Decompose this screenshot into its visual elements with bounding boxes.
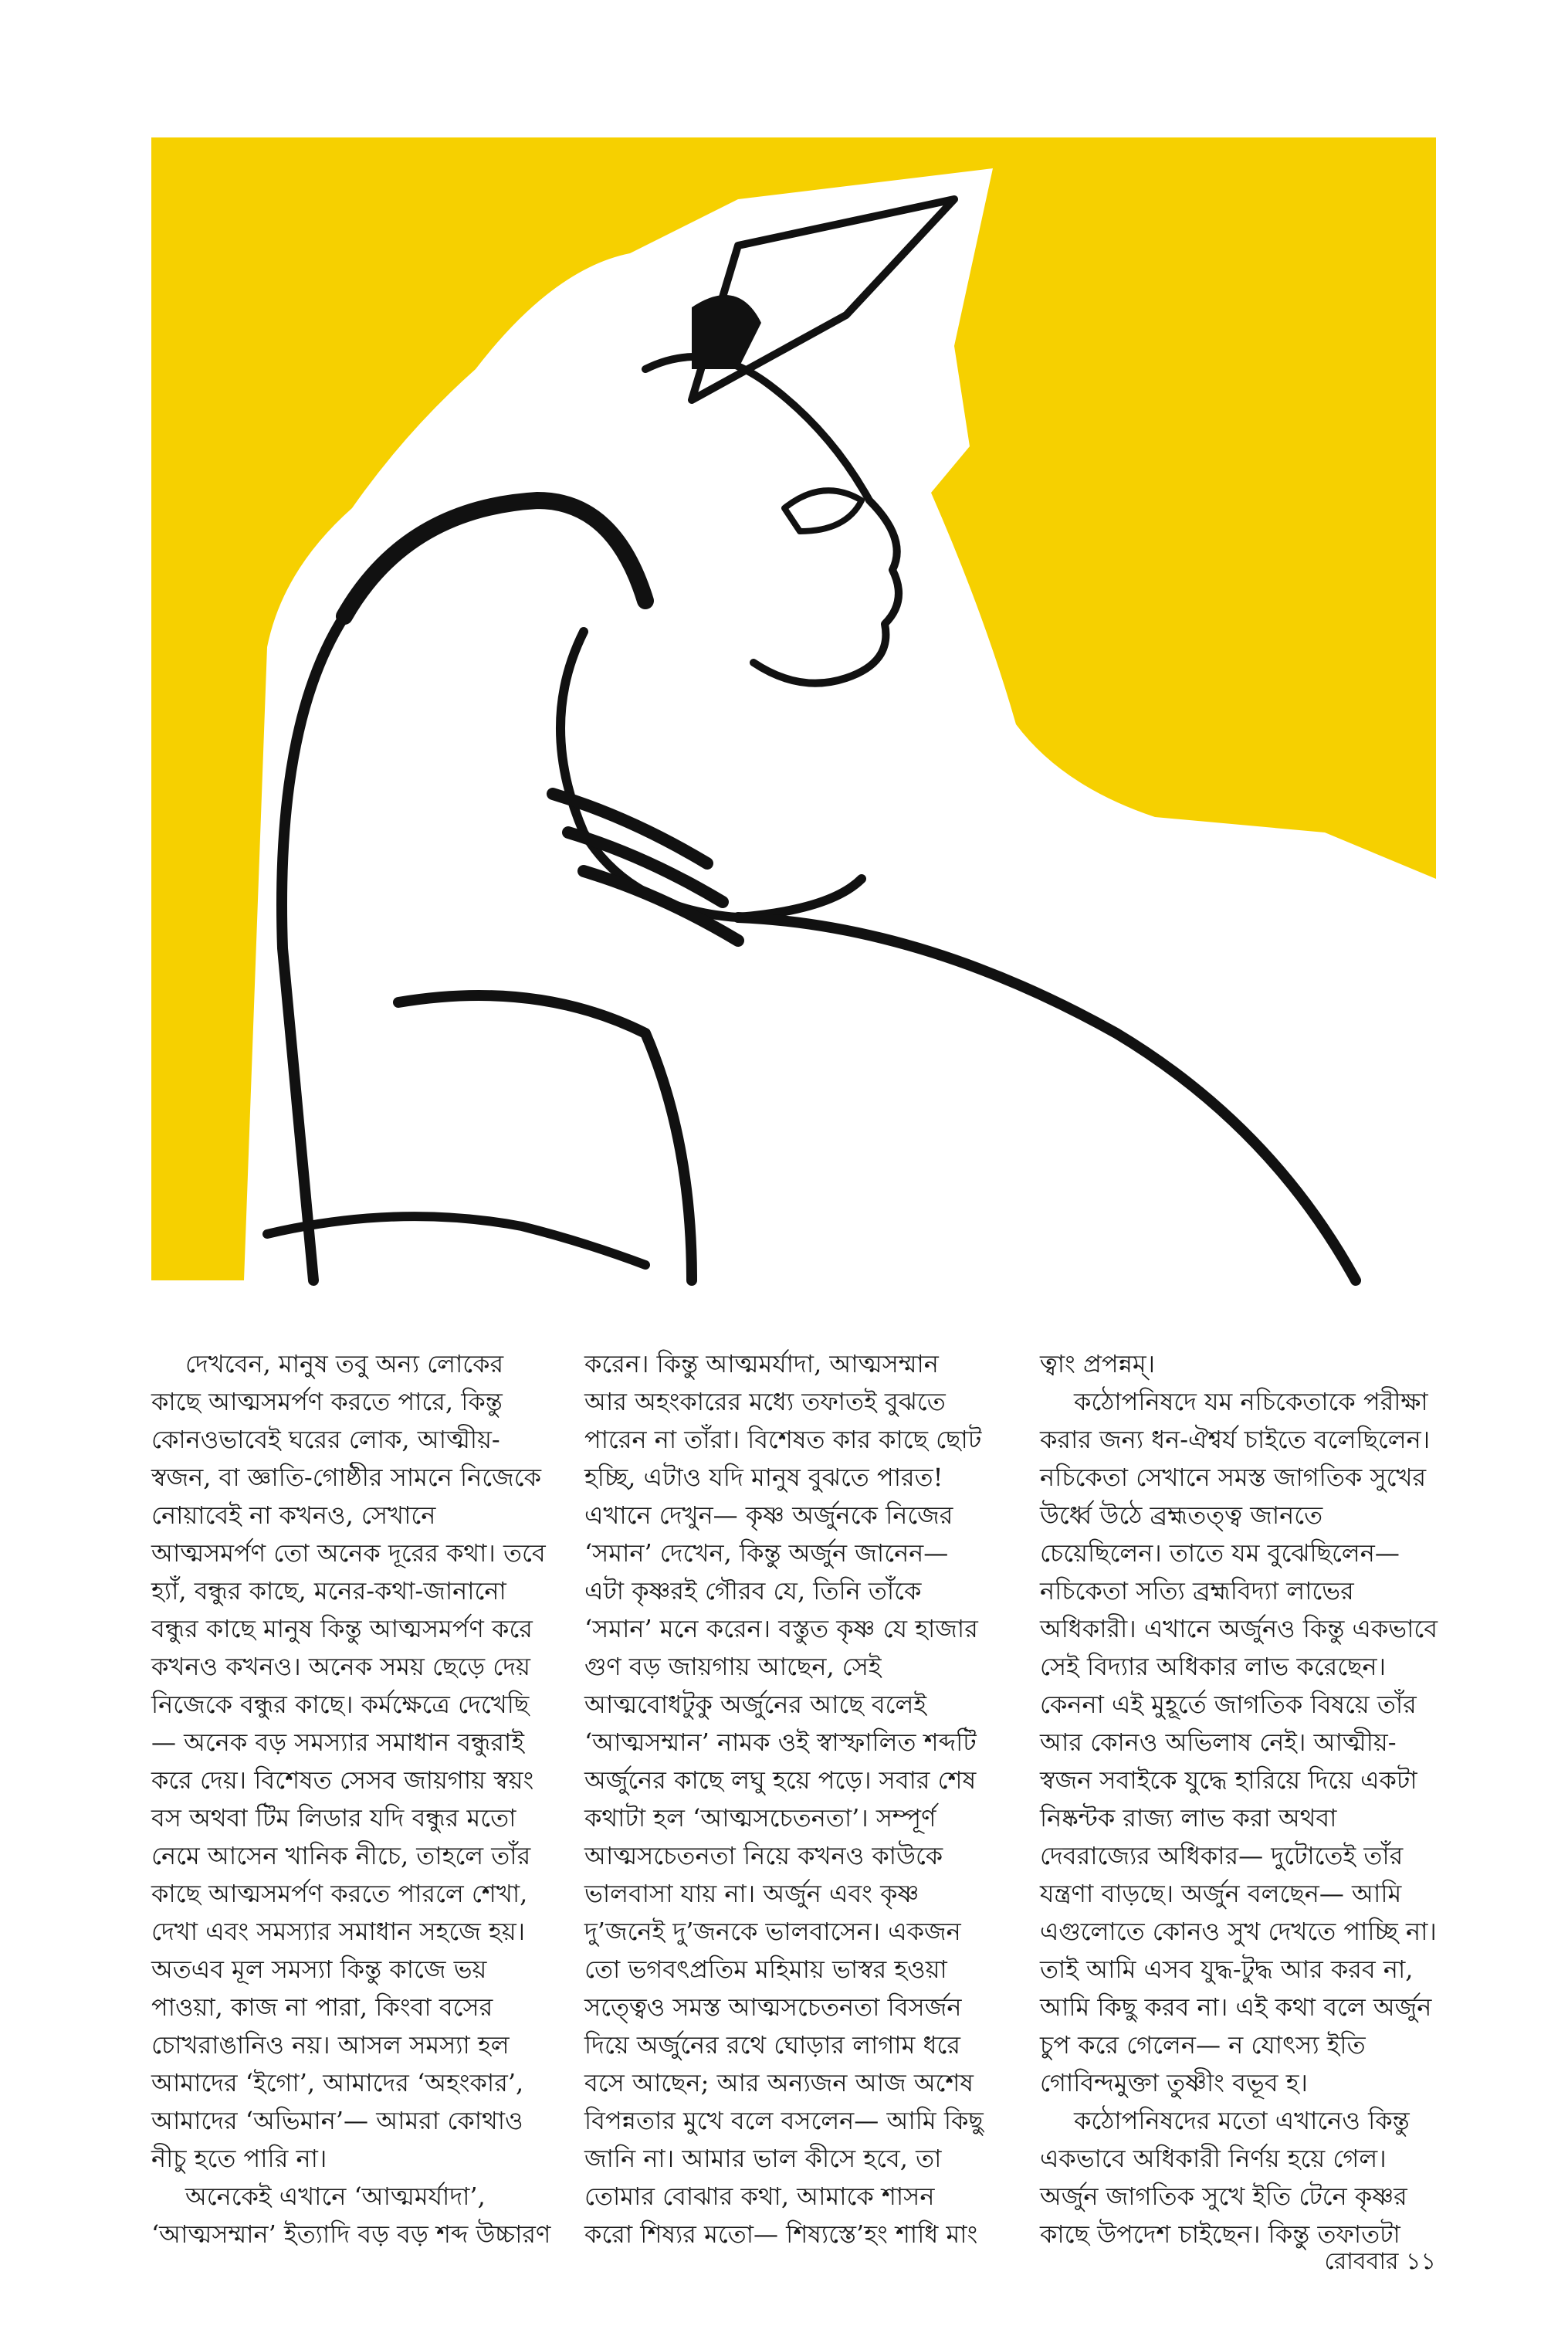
column-3 [1040,1345,1441,2249]
paragraph: কঠোপনিষদের মতো এখানেও কিন্তু একভাবে অধিকারী নির্ণয় হয়ে গেল। অর্জুন জাগতিক সুখে ইতি টেনে কৃষ্ণর কাছে উপদেশ চাইছেন। কিন্তু তফাতটা [1040,2106,1410,2249]
column-1 [151,1345,553,2249]
paragraph: ত্বাং প্রপন্নম্। [1040,1349,1156,1378]
reclining-figure-illustration [151,137,1436,1280]
paragraph: করেন। কিন্তু আত্মমর্যাদা, আত্মসম্মান আর অহংকারের মধ্যে তফাতই বুঝতে পারেন না তাঁরা। বিশেষত কার কাছে ছোট হচ্ছি, এটাও যদি মানুষ বুঝতে পারত! এখানে দেখুন— কৃষ্ণ অর্জুনকে নিজের ‘সমান’ দেখেন, কিন্তু অর্জুন জানেন— এটা কৃষ্ণরই গৌরব যে, তিনি তাঁকে ‘সমান’ মনে করেন। বস্তুত কৃষ্ণ যে হাজার গুণ বড় জায়গায় আছেন, সেই আত্মবোধটুকু অর্জুনের আছে বলেই ‘আত্মসম্মান’ নামক ওই স্বাস্ফালিত শব্দটি অর্জুনের কাছে লঘু হয়ে পড়ে। সবার শেষ কথাটা হল ‘আত্মসচেতনতা’। সম্পূর্ণ আত্মসচেতনতা নিয়ে কখনও কাউকে ভালবাসা যায় না। অর্জুন এবং কৃষ্ণ দু’জনেই দু’জনকে ভালবাসেন। একজন তো ভগবৎপ্রতিম মহিমায় ভাস্বর হওয়া সত্ত্বেও সমস্ত আত্মসচেতনতা বিসর্জন দিয়ে অর্জুনের রথে ঘোড়ার লাগাম ধরে বসে আছেন; আর অন্যজন আজ অশেষ বিপন্নতার মুখে বলে বসলেন— আমি কিছু জানি না। আমার ভাল কীসে হবে, তা তোমার বোঝার কথা, আমাকে শাসন করো শিষ্যর মতো— শিষ্যস্তে’হং শাধি মাং [584,1349,984,2249]
paragraph: অনেকেই এখানে ‘আত্মমর্যাদা’, ‘আত্মসম্মান’ ইত্যাদি বড় বড় শব্দ উচ্চারণ [151,2182,551,2249]
figure-halo [244,168,1436,1280]
page-footer: রোববার ১১ [1324,2248,1436,2275]
article-body [0,1345,1568,2249]
illustration [151,137,1436,1280]
column-2 [584,1345,986,2249]
paragraph: কঠোপনিষদে যম নচিকেতাকে পরীক্ষা করার জন্য ধন-ঐশ্বর্য চাইতে বলেছিলেন। নচিকেতা সেখানে সমস্ত জাগতিক সুখের উর্ধ্বে উঠে ব্রহ্মতত্ত্ব জানতে চেয়েছিলেন। তাতে যম বুঝেছিলেন— নচিকেতা সত্যি ব্রহ্মবিদ্যা লাভের অধিকারী। এখানে অর্জুনও কিন্তু একভাবে সেই বিদ্যার অধিকার লাভ করেছেন। কেননা এই মুহূর্তে জাগতিক বিষয়ে তাঁর আর কোনও অভিলাষ নেই। আত্মীয়-স্বজন সবাইকে যুদ্ধে হারিয়ে দিয়ে একটা নিষ্কন্টক রাজ্য লাভ করা অথবা দেবরাজ্যের অধিকার— দুটোতেই তাঁর যন্ত্রণা বাড়ছে। অর্জুন বলছেন— আমি এগুলোতে কোনও সুখ দেখতে পাচ্ছি না। তাই আমি এসব যুদ্ধ-টুদ্ধ আর করব না, আমি কিছু করব না। এই কথা বলে অর্জুন চুপ করে গেলেন— ন যোৎস্য ইতি গোবিন্দমুক্তা তুষ্ণীং বভূব হ। [1040,1387,1438,2097]
paragraph: দেখবেন, মানুষ তবু অন্য লোকের কাছে আত্মসমর্পণ করতে পারে, কিন্তু কোনওভাবেই ঘরের লোক, আত্মীয়-স্বজন, বা জ্ঞাতি-গোষ্ঠীর সামনে নিজেকে নোয়াবেই না কখনও, সেখানে আত্মসমর্পণ তো অনেক দূরের কথা। তবে হ্যাঁ, বন্ধুর কাছে, মনের-কথা-জানানো বন্ধুর কাছে মানুষ কিন্তু আত্মসমর্পণ করে কখনও কখনও। অনেক সময় ছেড়ে দেয় নিজেকে বন্ধুর কাছে। কর্মক্ষেত্রে দেখেছি— অনেক বড় সমস্যার সমাধান বন্ধুরাই করে দেয়। বিশেষত সেসব জায়গায় স্বয়ং বস অথবা টিম লিডার যদি বন্ধুর মতো নেমে আসেন খানিক নীচে, তাহলে তাঁর কাছে আত্মসমর্পণ করতে পারলে শেখা, দেখা এবং সমস্যার সমাধান সহজে হয়। অতএব মূল সমস্যা কিন্তু কাজে ভয় পাওয়া, কাজ না পারা, কিংবা বসের চোখরাঙানিও নয়। আসল সমস্যা হল আমাদের ‘ইগো’, আমাদের ‘অহংকার’, আমাদের ‘অভিমান’— আমরা কোথাও নীচু হতে পারি না। [151,1349,546,2173]
